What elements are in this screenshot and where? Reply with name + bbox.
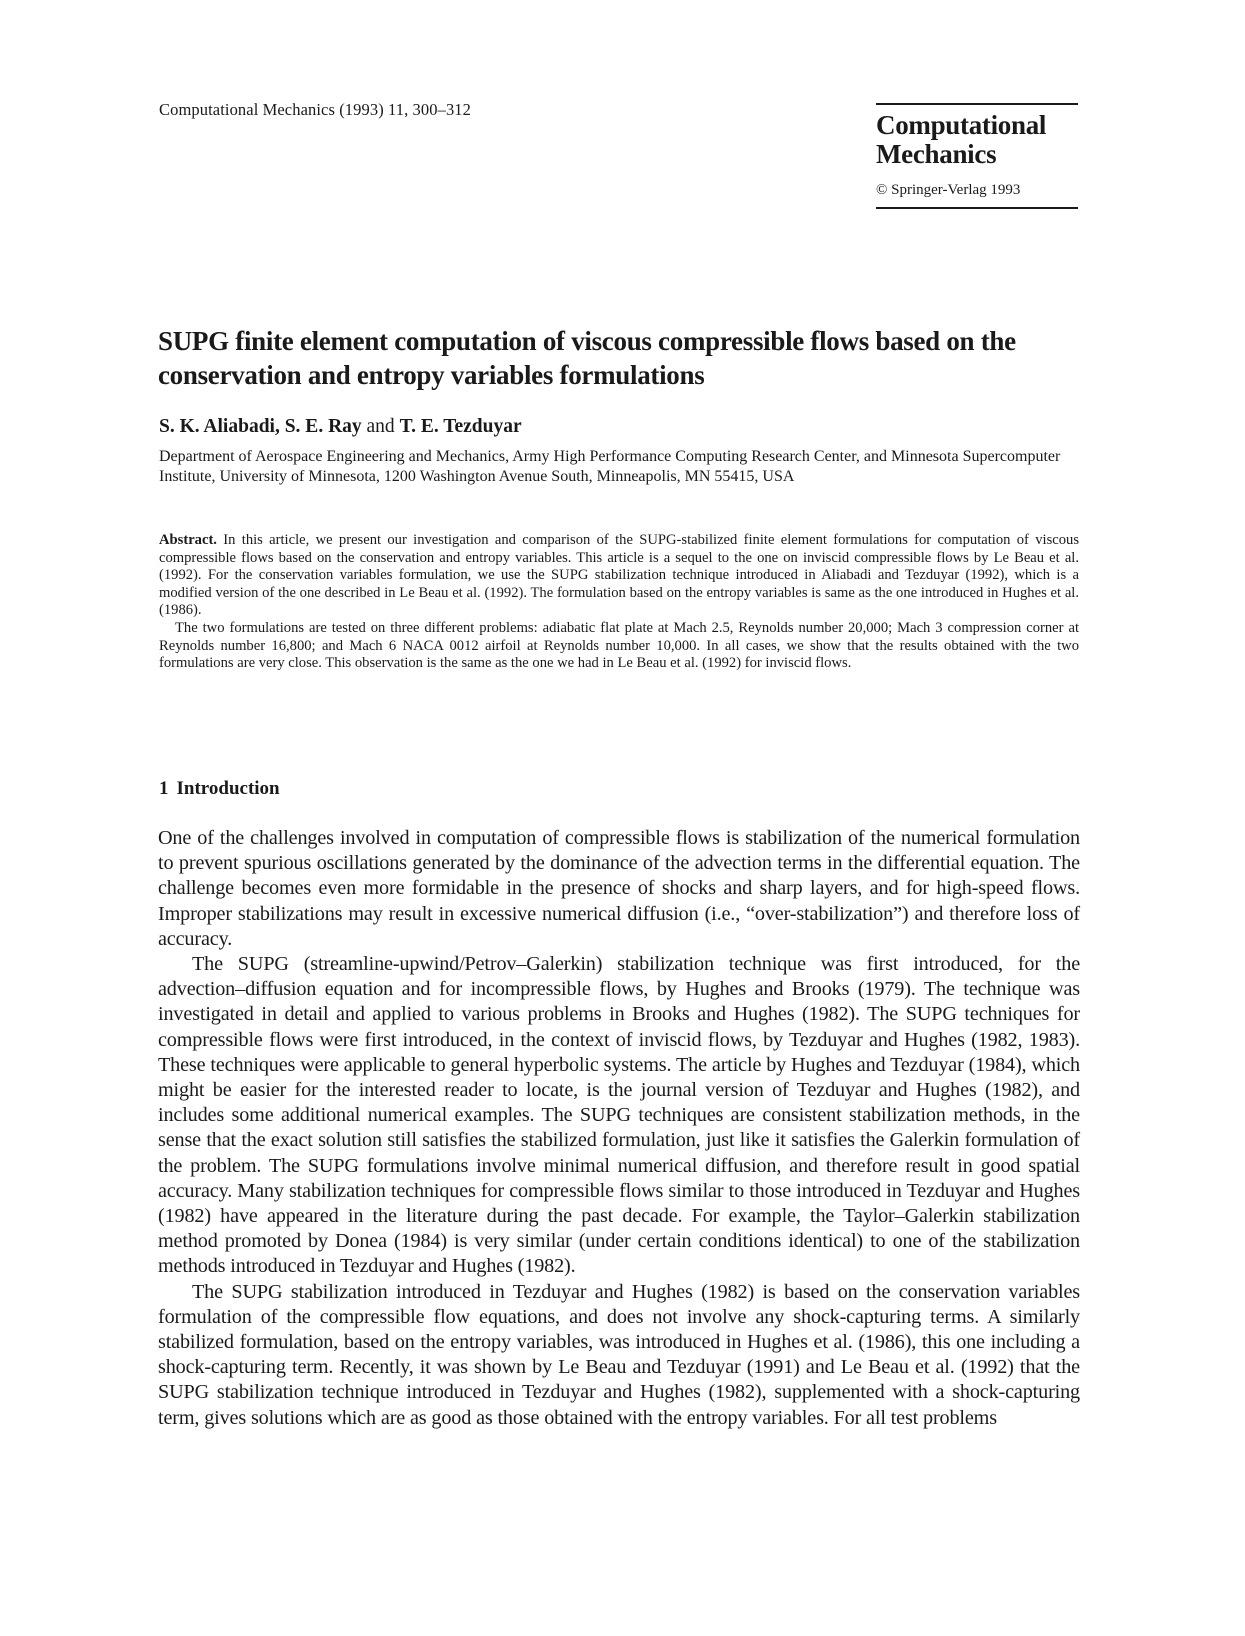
abstract-paragraph-1 [159, 532, 1079, 620]
abstract-text-1: In this article, we present our investigation and comparison of the SUPG-stabilized finite element formulations for computation of viscous compressible flows based on the conservation and entropy variables. This article is a sequel to the one on inviscid compressible flows by Le Beau et al. (1992). For the conservation variables formulation, we use the SUPG stabilization technique introduced in Aliabadi and Tezduyar (1992), which is a modified version of the one described in Le Beau et al. (1992). The formulation based on the entropy variables is same as the one introduced in Hughes et al. (1986). [159, 532, 1079, 619]
author-affiliation: Department of Aerospace Engineering and Mechanics, Army High Performance Computing Research Center, and Minnesota Supercomputer Institute, University of Minnesota, 1200 Washington Avenue South, Minneapolis, MN 55415, USA [159, 448, 1061, 485]
body-paragraph-1: One of the challenges involved in computation of compressible flows is stabilization of the numerical formulation to prevent spurious oscillations generated by the dominance of the advection terms in the differential equation. The challenge becomes even more formidable in the presence of shocks and sharp layers, and for high-speed flows. Improper stabilizations may result in excessive numerical diffusion (i.e., “over-stabilization”) and therefore loss of accuracy. [158, 827, 1080, 950]
introduction-body [158, 826, 1080, 1431]
masthead-bottom-rule [876, 207, 1078, 209]
authors-first: S. K. Aliabadi, S. E. Ray [159, 416, 362, 437]
section-number: 1 [159, 778, 169, 799]
authors-last: T. E. Tezduyar [399, 416, 522, 437]
body-paragraph-3: The SUPG stabilization introduced in Tezduyar and Hughes (1982) is based on the conservation variables formulation of the compressible flow equations, and does not involve any shock-capturing terms. A similarly stabilized formulation, based on the entropy variables, was introduced in Hughes et al. (1986), this one including a shock-capturing term. Recently, it was shown by Le Beau and Tezduyar (1991) and Le Beau et al. (1992) that the SUPG stabilization technique introduced in Tezduyar and Hughes (1982), supplemented with a shock-capturing term, gives solutions which are as good as those obtained with the entropy variables. For all test problems [158, 1280, 1080, 1429]
body-paragraph-2: The SUPG (streamline-upwind/Petrov–Galerkin) stabilization technique was first introduced, for the advection–diffusion equation and for incompressible flows, by Hughes and Brooks (1979). The technique was investigated in detail and applied to various problems in Brooks and Hughes (1982). The SUPG techniques for compressible flows were first introduced, in the context of inviscid flows, by Tezduyar and Hughes (1982, 1983). These techniques were applicable to general hyperbolic systems. The article by Hughes and Tezduyar (1984), which might be easier for the interested reader to locate, is the journal version of Tezduyar and Hughes (1982), and includes some additional numerical examples. The SUPG techniques are consistent stabilization methods, in the sense that the exact solution still satisfies the stabilized formulation, just like it satisfies the Galerkin formulation of the problem. The SUPG formulations involve minimal numerical diffusion, and therefore result in good spatial accuracy. Many stabilization techniques for compressible flows similar to those introduced in Tezduyar and Hughes (1982) have appeared in the literature during the past decade. For example, the Taylor–Galerkin stabilization method promoted by Donea (1984) is very similar (under certain conditions identical) to one of the stabilization methods introduced in Tezduyar and Hughes (1982). [158, 953, 1080, 1278]
abstract [159, 532, 1079, 673]
author-list [159, 416, 522, 438]
abstract-label: Abstract. [159, 532, 217, 548]
section-title: Introduction [176, 778, 280, 799]
masthead-top-rule [876, 103, 1078, 105]
section-heading [159, 778, 280, 800]
abstract-paragraph-2: The two formulations are tested on three different problems: adiabatic flat plate at Mach 2.5, Reynolds number 20,000; Mach 3 compression corner at Reynolds number 16,800; and Mach 6 NACA 0012 airfoil at Reynolds number 10,000. In all cases, we show that the results obtained with the two formulations are very close. This observation is the same as the one we had in Le Beau et al. (1992) for inviscid flows. [159, 619, 1079, 672]
masthead-title-line1: Computational [876, 110, 1047, 140]
journal-masthead [876, 103, 1078, 209]
journal-reference: Computational Mechanics (1993) 11, 300–312 [159, 100, 471, 119]
authors-conjunction: and [361, 416, 400, 437]
masthead-title-line2: Mechanics [876, 139, 997, 169]
copyright-notice: © Springer-Verlag 1993 [876, 182, 1021, 198]
article-title: SUPG finite element computation of viscous compressible flows based on the conservation and entropy variables formulations [158, 326, 1016, 390]
